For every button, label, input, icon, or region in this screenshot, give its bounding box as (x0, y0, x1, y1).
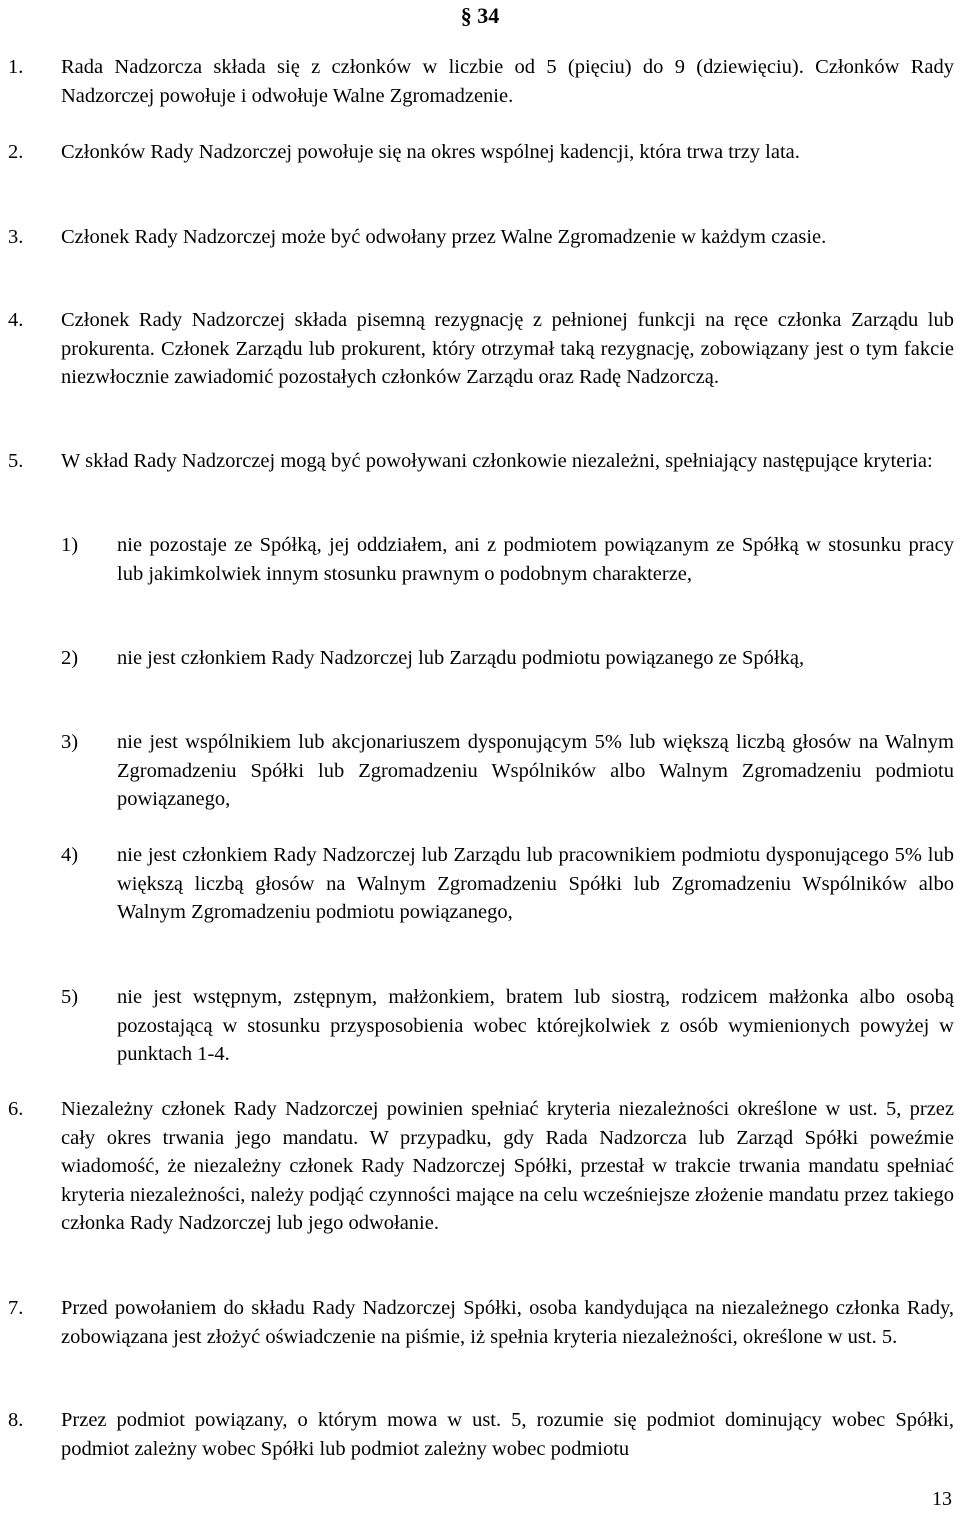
criteria-number: 5) (61, 986, 79, 1008)
criteria-item-2 (61, 644, 954, 673)
list-item-2 (8, 138, 954, 167)
criteria-number: 2) (61, 647, 79, 669)
criteria-item-3 (61, 728, 954, 814)
item-text: Rada Nadzorcza składa się z członków w liczbie od 5 (pięciu) do 9 (dziewięciu). Członków Rady Nadzorczej powołuje i odwołuje Walne Zgromadzenie. (61, 56, 954, 107)
item-text: Członek Rady Nadzorczej składa pisemną rezygnację z pełnionej funkcji na ręce członka Zarządu lub prokurenta. Członek Zarządu lub prokurent, który otrzymał taką rezygnację, zobowiązany jest o tym fakcie niezwłocznie zawiadomić pozostałych członków Zarządu oraz Radę Nadzorczą. (61, 309, 954, 389)
criteria-number: 4) (61, 844, 79, 866)
item-number: 1. (8, 56, 24, 78)
list-item-5 (8, 447, 954, 476)
criteria-number: 1) (61, 534, 79, 556)
item-text: Przed powołaniem do składu Rady Nadzorczej Spółki, osoba kandydująca na niezależnego członka Rady, zobowiązana jest złożyć oświadczenie na piśmie, iż spełnia kryteria niezależności, określone w ust. 5. (61, 1297, 954, 1348)
item-text: Niezależny członek Rady Nadzorczej powinien spełniać kryteria niezależności określone w ust. 5, przez cały okres trwania jego mandatu. W przypadku, gdy Rada Nadzorcza lub Zarząd Spółki poweźmie wiadomość, że niezależny członek Rady Nadzorczej Spółki, przestał w trakcie trwania mandatu spełniać kryteria niezależności, należy podjąć czynności mające na celu wcześniejsze złożenie mandatu przez takiego członka Rady Nadzorczej lub jego odwołanie. (61, 1098, 954, 1235)
item-number: 2. (8, 141, 24, 163)
list-item-6 (8, 1095, 954, 1238)
item-number: 4. (8, 309, 24, 331)
criteria-item-4 (61, 841, 954, 927)
list-item-1 (8, 53, 954, 110)
section-heading: § 34 (460, 3, 500, 28)
item-text: Członek Rady Nadzorczej może być odwołany przez Walne Zgromadzenie w każdym czasie. (61, 226, 827, 248)
criteria-text: nie jest wstępnym, zstępnym, małżonkiem, bratem lub siostrą, rodzicem małżonka albo osobą pozostającą w stosunku przysposobienia wobec którejkolwiek z osób wymienionych powyżej w punktach 1-4. (117, 986, 954, 1066)
list-item-7 (8, 1294, 954, 1351)
criteria-text: nie jest członkiem Rady Nadzorczej lub Zarządu lub pracownikiem podmiotu dysponującego 5% lub większą liczbą głosów na Walnym Zgromadzeniu Spółki lub Zgromadzeniu Wspólników albo Walnym Zgromadzeniu podmiotu powiązanego, (117, 844, 954, 924)
item-text: Członków Rady Nadzorczej powołuje się na okres wspólnej kadencji, która trwa trzy lata. (61, 141, 800, 163)
criteria-item-5 (61, 983, 954, 1069)
list-item-8 (8, 1406, 954, 1463)
item-number: 5. (8, 450, 24, 472)
criteria-number: 3) (61, 731, 79, 753)
page-number: 13 (932, 1488, 952, 1510)
item-number: 6. (8, 1098, 24, 1120)
item-number: 8. (8, 1409, 24, 1431)
item-number: 3. (8, 226, 24, 248)
item-text: Przez podmiot powiązany, o którym mowa w ust. 5, rozumie się podmiot dominujący wobec Spółki, podmiot zależny wobec Spółki lub podmiot zależny wobec podmiotu (61, 1409, 954, 1460)
criteria-text: nie jest członkiem Rady Nadzorczej lub Zarządu podmiotu powiązanego ze Spółką, (117, 647, 805, 669)
item-text: W skład Rady Nadzorczej mogą być powoływani członkowie niezależni, spełniający następujące kryteria: (61, 450, 933, 472)
criteria-text: nie pozostaje ze Spółką, jej oddziałem, ani z podmiotem powiązanym ze Spółką w stosunku pracy lub jakimkolwiek innym stosunku prawnym o podobnym charakterze, (117, 534, 954, 585)
list-item-4 (8, 306, 954, 392)
item-number: 7. (8, 1297, 24, 1319)
criteria-text: nie jest wspólnikiem lub akcjonariuszem dysponującym 5% lub większą liczbą głosów na Walnym Zgromadzeniu Spółki lub Zgromadzeniu Wspólników albo Walnym Zgromadzeniu podmiotu powiązanego, (117, 731, 954, 811)
criteria-item-1 (61, 531, 954, 588)
list-item-3 (8, 223, 954, 252)
